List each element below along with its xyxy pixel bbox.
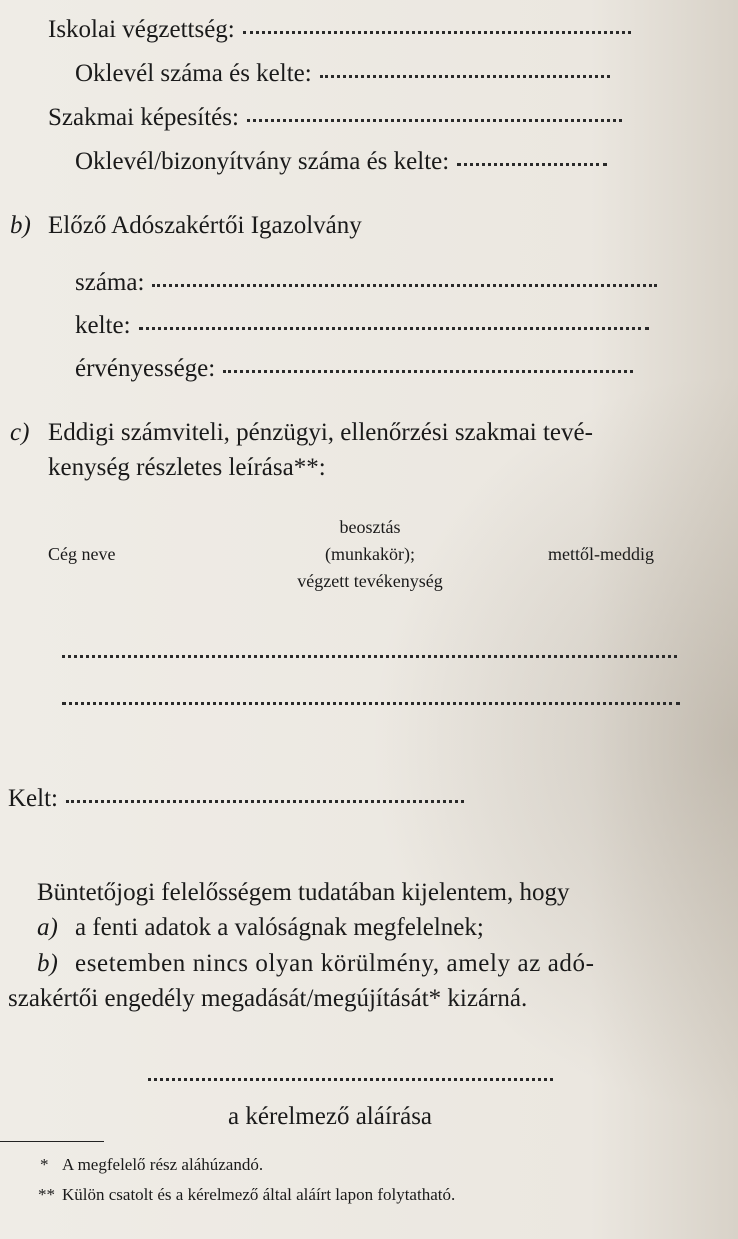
kelt-fill-line — [66, 800, 464, 803]
footnote-1 — [40, 1155, 263, 1175]
table-col-position-line2: (munkakör); — [325, 544, 415, 564]
signature-label: a kérelmező aláírása — [228, 1103, 433, 1130]
footnote-rule — [0, 1141, 104, 1142]
table-col-position-line1: beosztás — [339, 517, 401, 537]
diploma-field — [75, 59, 610, 89]
footnote-2-marker: ** — [38, 1185, 55, 1204]
signature-line — [148, 1078, 553, 1081]
education-fill-line — [243, 31, 631, 34]
validity-label: érvényessége: — [75, 355, 216, 382]
declaration-intro: Büntetőjogi felelősségem tudatában kijelentem, hogy — [37, 879, 570, 906]
declaration-item-b-line2: szakértői engedély megadását/megújítását* kizárná. — [8, 985, 528, 1012]
date-fill-line — [139, 327, 649, 330]
footnote-1-text: A megfelelő rész aláhúzandó. — [62, 1155, 264, 1174]
footnote-1-marker: * — [40, 1155, 49, 1174]
validity-fill-line — [223, 370, 633, 373]
number-label: száma: — [75, 269, 145, 296]
certificate-fill-line — [457, 163, 607, 166]
certificate-label: Oklevél/bizonyítvány száma és kelte: — [75, 148, 450, 175]
diploma-fill-line — [320, 75, 610, 78]
section-b-title: Előző Adószakértői Igazolvány — [48, 212, 362, 239]
section-b-marker: b) — [10, 212, 31, 239]
section-c-line1: Eddigi számviteli, pénzügyi, ellenőrzési szakmai tevé- — [48, 419, 593, 446]
table-col-period: mettől-meddig — [548, 544, 654, 564]
date-field — [75, 311, 649, 341]
table-col-company: Cég neve — [48, 544, 116, 564]
qualification-fill-line — [247, 119, 622, 122]
education-field — [48, 15, 631, 45]
kelt-label: Kelt: — [8, 785, 58, 812]
declaration-item-b — [37, 948, 697, 980]
declaration-item-a — [37, 912, 484, 944]
table-col-position-line3: végzett tevékenység — [297, 571, 443, 591]
number-field — [75, 268, 657, 298]
qualification-field — [48, 103, 622, 133]
kelt-field — [8, 784, 464, 814]
section-c-heading — [10, 418, 593, 448]
education-label: Iskolai végzettség: — [48, 16, 235, 43]
number-fill-line — [152, 284, 657, 287]
section-c-marker: c) — [10, 419, 30, 446]
qualification-label: Szakmai képesítés: — [48, 104, 239, 131]
declaration-item-a-marker: a) — [37, 914, 58, 941]
footnote-2 — [38, 1185, 455, 1205]
validity-field — [75, 354, 633, 384]
date-label: kelte: — [75, 312, 131, 339]
diploma-label: Oklevél száma és kelte: — [75, 60, 312, 87]
declaration-item-b-line1: esetemben nincs olyan körülmény, amely az adó- — [75, 950, 595, 977]
footnote-2-text: Külön csatolt és a kérelmező által aláírt lapon folytatható. — [62, 1185, 456, 1204]
section-c-line2: kenység részletes leírása**: — [48, 454, 326, 481]
certificate-field — [75, 147, 607, 177]
table-entry-line-1 — [62, 655, 677, 658]
section-b-heading — [10, 211, 362, 241]
table-entry-line-2 — [62, 702, 680, 705]
declaration-item-b-marker: b) — [37, 950, 58, 977]
declaration-item-a-text: a fenti adatok a valóságnak megfelelnek; — [75, 914, 484, 941]
